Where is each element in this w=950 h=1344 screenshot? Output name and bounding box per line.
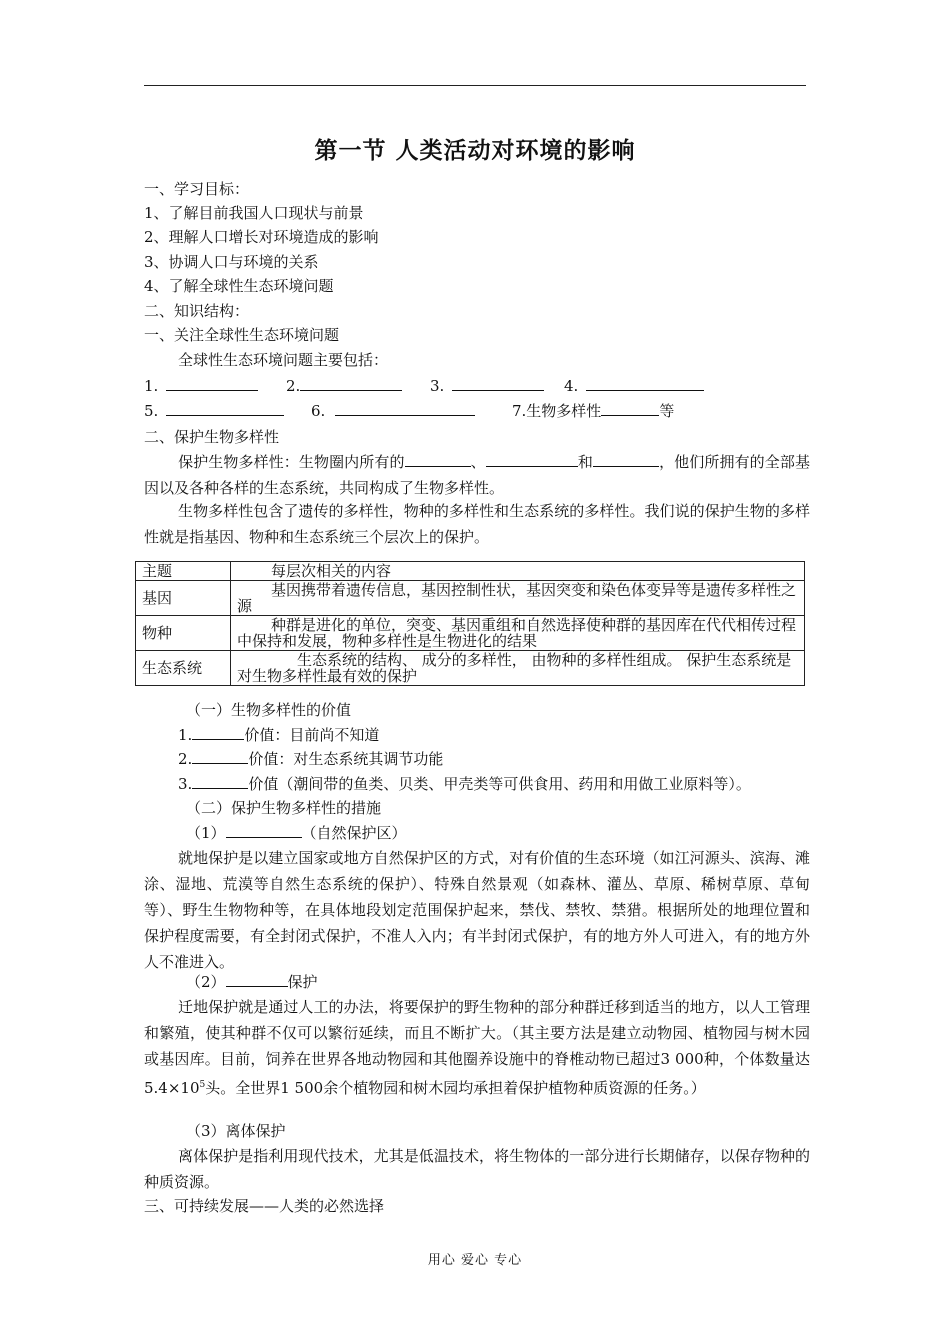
biodiversity-table <box>135 561 805 686</box>
value-item-3: 3. 价值（潮间带的鱼类、贝类、甲壳类等可供食用、药用和用做工业原料等）。 <box>178 775 751 793</box>
issue-3: 3. <box>430 376 544 396</box>
blank-field[interactable] <box>335 401 475 416</box>
goal-item: 4、了解全球性生态环境问题 <box>144 277 334 295</box>
blank-field[interactable] <box>300 376 402 391</box>
goal-item: 1、了解目前我国人口现状与前景 <box>144 204 364 222</box>
value-item-2: 2. 价值：对生态系统其调节功能 <box>178 750 444 768</box>
goal-item: 2、理解人口增长对环境造成的影响 <box>144 228 379 246</box>
issue-5: 5. <box>144 401 284 421</box>
blank-field[interactable] <box>593 452 659 467</box>
section1-heading: 一、关注全球性生态环境问题 <box>144 326 340 344</box>
table-row <box>136 651 805 686</box>
blank-field[interactable] <box>452 376 544 391</box>
blank-field[interactable] <box>601 401 659 416</box>
table-row <box>136 616 805 651</box>
measures-heading: （二）保护生物多样性的措施 <box>186 799 382 817</box>
measure-2: （2） 保护 <box>186 973 318 991</box>
issue-2: 2. <box>286 376 402 396</box>
page-footer: 用心 爱心 专心 <box>427 1253 523 1268</box>
value-item-1: 1. 价值：目前尚不知道 <box>178 726 380 744</box>
issue-6: 6. <box>311 401 475 421</box>
issue-4: 4. <box>564 376 704 396</box>
blank-field[interactable] <box>166 376 258 391</box>
table-row <box>136 581 805 616</box>
structure-heading: 二、知识结构： <box>144 302 250 320</box>
biodiversity-levels-paragraph: 生物多样性包含了遗传的多样性，物种的多样性和生态系统的多样性。我们说的保护生物的多样性就是指基因、物种和生态系统三个层次上的保护。 <box>144 502 810 546</box>
measure-3: （3）离体保护 <box>186 1122 286 1140</box>
section2-heading: 二、保护生物多样性 <box>144 428 280 446</box>
goal-item: 3、协调人口与环境的关系 <box>144 253 319 271</box>
table-cell-content: 种群是进化的单位，突变、基因重组和自然选择使种群的基因库在代代相传过程中保持和发展，物种多样性是生物进化的结果 <box>231 616 805 651</box>
biodiversity-definition: 保护生物多样性：生物圈内所有的 、 和 ，他们所拥有的全部基因以及各种各样的生态系统，共同构成了生物多样性。 <box>144 453 810 497</box>
table-header-cell: 主题 <box>136 562 231 581</box>
page-title: 第一节 人类活动对环境的影响 <box>314 138 636 164</box>
table-header-row <box>136 562 805 581</box>
blank-field[interactable] <box>586 376 704 391</box>
blank-field[interactable] <box>192 774 248 789</box>
measure-1: （1） （自然保护区） <box>186 824 407 842</box>
table-header-cell: 每层次相关的内容 <box>231 562 805 581</box>
goals-heading: 一、学习目标： <box>144 180 250 198</box>
blank-field[interactable] <box>192 725 244 740</box>
header-rule <box>144 85 806 86</box>
in-situ-paragraph: 就地保护是以建立国家或地方自然保护区的方式，对有价值的生态环境（如江河源头、滨海、滩涂、湿地、荒漠等自然生态系统的保护）、特殊自然景观（如森林、灌丛、草原、稀树草原、草甸等）、野生生物物种等，在具体地段划定范围保护起来，禁伐、禁牧、禁猎。根据所处的地理位置和保护程度需要，有全封闭式保护，不准人入内；有半封闭式保护，有的地方外人可进入，有的地方外人不准进入。 <box>144 849 810 971</box>
table-cell-topic: 生态系统 <box>136 651 231 686</box>
blank-field[interactable] <box>192 749 248 764</box>
ex-situ-paragraph: 迁地保护就是通过人工的办法，将要保护的野生物种的部分种群迁移到适当的地方，以人工管理和繁殖，使其种群不仅可以繁衍延续，而且不断扩大。（其主要方法是建立动物园、植物园与树木园或基因库。目前，饲养在世界各地动物园和其他圈养设施中的脊椎动物已超过3 000种，个体数量达$5.4\times 10^5$头。全世界1 500余个植物园和树木园均承担着保护植物种质资源的任务。） <box>144 998 810 1097</box>
issues-row-1: 1. <box>144 376 258 396</box>
blank-field[interactable] <box>226 823 302 838</box>
off-body-paragraph: 离体保护是指利用现代技术，尤其是低温技术，将生物体的一部分进行长期储存，以保存物种的种质资源。 <box>144 1147 810 1191</box>
blank-field[interactable] <box>486 452 578 467</box>
section1-intro: 全球性生态环境问题主要包括： <box>178 351 389 369</box>
table-cell-content: 生态系统的结构、 成分的多样性， 由物种的多样性组成。 保护生态系统是对生物多样性最有效的保护 <box>231 651 805 686</box>
table-cell-topic: 基因 <box>136 581 231 616</box>
blank-field[interactable] <box>405 452 471 467</box>
section3-heading: 三、可持续发展——人类的必然选择 <box>144 1197 385 1215</box>
issue-7: 7.生物多样性 等 <box>512 402 675 420</box>
table-cell-content: 基因携带着遗传信息，基因控制性状，基因突变和染色体变异等是遗传多样性之源 <box>231 581 805 616</box>
blank-field[interactable] <box>166 401 284 416</box>
table-cell-topic: 物种 <box>136 616 231 651</box>
value-heading: （一）生物多样性的价值 <box>186 701 352 719</box>
blank-field[interactable] <box>226 972 288 987</box>
